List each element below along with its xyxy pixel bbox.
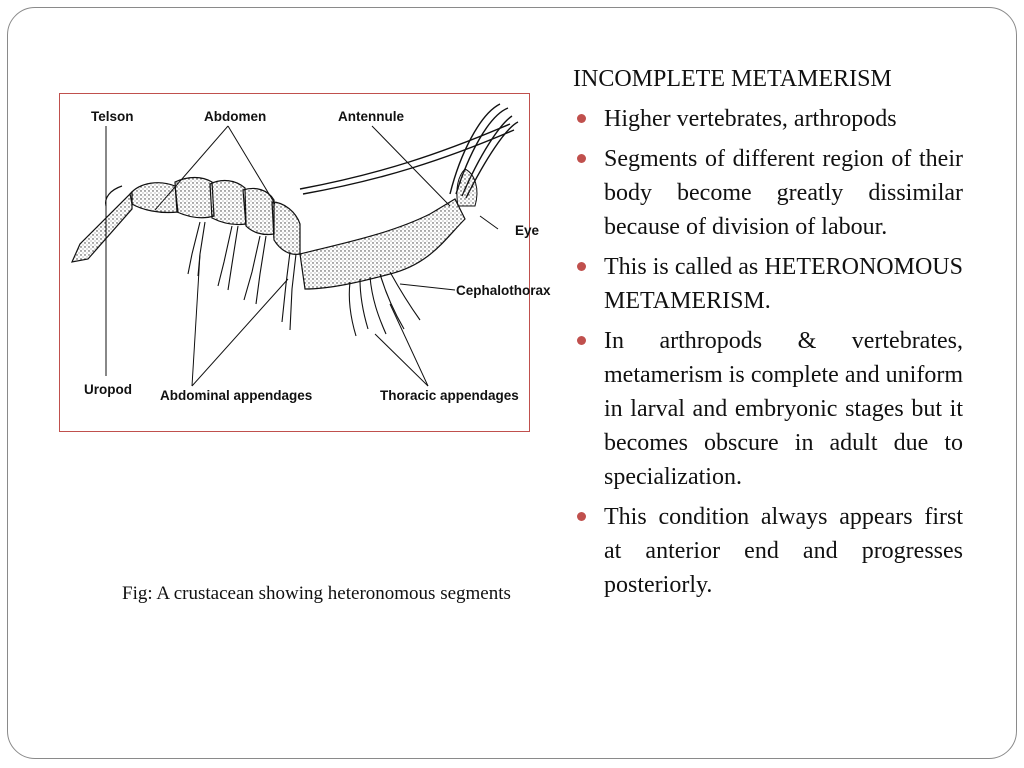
bullet-text: This condition always appears first at anterior end and progresses posteriorly. xyxy=(604,504,963,598)
telson-fan xyxy=(72,186,132,262)
bullet-dot-icon xyxy=(577,336,586,345)
label-eye: Eye xyxy=(515,223,540,238)
bullet-text: Higher vertebrates, arthropods xyxy=(604,106,897,132)
label-uropod: Uropod xyxy=(84,382,132,397)
antennae xyxy=(300,104,518,198)
label-thoracic-appendages: Thoracic appendages xyxy=(380,388,519,403)
bullet-text: This is called as HETERONOMOUS METAMERISM. xyxy=(604,254,963,314)
bullet-item xyxy=(573,102,963,136)
abdomen-segments xyxy=(130,178,300,255)
slide-heading: INCOMPLETE METAMERISM xyxy=(573,66,892,92)
bullet-item xyxy=(573,250,963,318)
label-telson: Telson xyxy=(91,109,134,124)
figure-caption: Fig: A crustacean showing heteronomous segments xyxy=(122,583,511,604)
bullet-dot-icon xyxy=(577,154,586,163)
bullet-item xyxy=(573,324,963,494)
crustacean-diagram xyxy=(60,94,551,431)
bullet-text: Segments of different region of their body become greatly dissimilar because of division of labour. xyxy=(604,146,963,240)
bullet-item xyxy=(573,142,963,244)
bullet-text: In arthropods & vertebrates, metamerism is complete and uniform in larval and embryonic stages but it becomes obscure in adult due to specialization. xyxy=(604,328,963,490)
bullet-dot-icon xyxy=(577,512,586,521)
label-abdominal-appendages: Abdominal appendages xyxy=(160,388,313,403)
text-column xyxy=(573,62,963,602)
bullet-item xyxy=(573,500,963,602)
cephalothorax-body xyxy=(300,199,465,289)
bullet-dot-icon xyxy=(577,114,586,123)
bullet-dot-icon xyxy=(577,262,586,271)
label-abdomen: Abdomen xyxy=(204,109,267,124)
label-cephalothorax: Cephalothorax xyxy=(456,283,551,298)
crustacean-figure xyxy=(59,93,551,432)
bullet-list xyxy=(573,102,963,602)
thoracic-appendages xyxy=(349,272,420,336)
eye-stalk xyxy=(457,169,477,206)
label-antennule: Antennule xyxy=(338,109,404,124)
